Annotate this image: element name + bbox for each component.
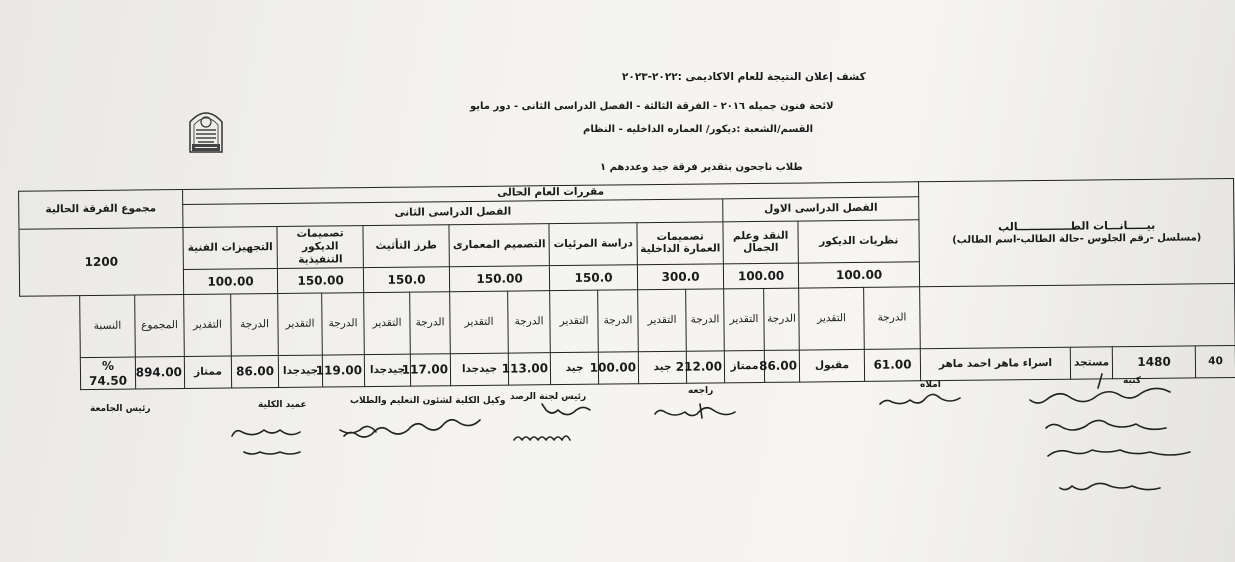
student-rating: مقبول xyxy=(799,350,864,383)
student-serial: 40 xyxy=(1195,346,1235,378)
course-max: 300.0 xyxy=(637,263,723,290)
student-grade: 100.00 xyxy=(598,352,638,384)
student-rating: جيد xyxy=(638,351,686,383)
course-max: 150.0 xyxy=(549,264,637,291)
rating-col-header: التقدير xyxy=(724,289,765,351)
student-grade: 86.00 xyxy=(231,356,278,388)
student-seat-number: 1480 xyxy=(1112,346,1195,379)
second-semester-header: الفصل الدراسى الثانى xyxy=(183,198,723,227)
course-name: التصميم المعمارى xyxy=(449,224,549,266)
sheet-title: كشف إعلان النتيجة للعام الاكاديمى :٢٠٢٢-٢٠٢٣ xyxy=(622,71,866,83)
course-name: دراسة المرئيات xyxy=(549,223,637,265)
current-year-courses-header: مقررات العام الحالى xyxy=(183,182,919,204)
student-rating: ممتاز xyxy=(724,351,764,383)
total-max: 1200 xyxy=(19,228,184,297)
student-total: 894.00 xyxy=(135,357,184,389)
student-grade: 61.00 xyxy=(864,349,920,381)
student-grade: 212.00 xyxy=(686,351,724,383)
student-rating: ممتاز xyxy=(184,356,231,388)
rating-col-header: التقدير xyxy=(278,293,323,355)
grade-col-header: الدرجة xyxy=(410,292,451,354)
student-status: مستجد xyxy=(1070,347,1112,379)
regulation-line: لائحة فنون جميله ٢٠١٦ - الفرقة الثالثة - الفصل الدراسى الثانى - دور مايو xyxy=(470,101,834,112)
dictation-label: املاه xyxy=(920,380,941,390)
student-rating: جيد xyxy=(550,352,598,384)
course-name: نظريات الديكور xyxy=(798,220,919,263)
course-max: 150.00 xyxy=(277,267,363,294)
committee-head-label: رئيس لجنة الرصد xyxy=(510,392,587,402)
course-max: 150.0 xyxy=(363,266,449,293)
course-name: النقد وعلم الجمال xyxy=(723,221,798,263)
course-name: طرز التأثيث xyxy=(363,225,449,267)
rating-col-header: التقدير xyxy=(638,289,687,351)
student-grade: 113.00 xyxy=(508,353,550,385)
course-max: 100.00 xyxy=(183,268,277,295)
rating-col-header: التقدير xyxy=(184,294,232,356)
student-grade: 119.00 xyxy=(322,355,364,387)
writer-label: كتبه xyxy=(1123,376,1142,386)
student-grade: 86.00 xyxy=(764,350,799,382)
rating-col-header: التقدير xyxy=(364,292,411,354)
total-header: مجموع الفرقة الحالية xyxy=(19,190,183,230)
student-rating: جيدجدا xyxy=(364,354,410,386)
course-name: التجهيزات الفنية xyxy=(183,227,278,269)
student-rating: جيدجدا xyxy=(450,353,508,385)
student-data-header: بيـــــانـــات الطــــــــــــــالب (مسلسل -رقم الجلوس -حالة الطالب-اسم الطالب) xyxy=(919,179,1235,287)
pass-count-line: طلاب ناجحون بتقدير فرقة جيد وعددهم ١ xyxy=(600,162,803,173)
sum-col-header: المجموع xyxy=(135,295,185,358)
president-label: رئيس الجامعة xyxy=(90,404,151,414)
rating-col-header: التقدير xyxy=(550,290,599,352)
course-max: 100.00 xyxy=(798,261,919,288)
rating-col-header: التقدير xyxy=(799,288,865,351)
grade-col-header: الدرجة xyxy=(231,294,279,356)
department-line: القسم/الشعبة :ديكور/ العماره الداخليه - النظام xyxy=(583,124,813,135)
course-max: 100.00 xyxy=(723,263,798,289)
vice-dean-label: وكيل الكلية لشئون التعليم والطلاب xyxy=(350,396,506,406)
rating-col-header: التقدير xyxy=(450,291,509,354)
dean-label: عميد الكلية xyxy=(258,400,307,410)
grade-col-header: الدرجة xyxy=(598,290,639,352)
grade-col-header: الدرجة xyxy=(322,293,365,355)
course-max: 150.00 xyxy=(449,265,549,292)
student-name: اسراء ماهر احمد ماهر xyxy=(920,347,1070,380)
grade-col-header: الدرجة xyxy=(864,287,921,350)
grade-col-header: الدرجة xyxy=(764,288,800,350)
student-grade: 117.00 xyxy=(410,354,450,386)
grade-col-header: الدرجة xyxy=(508,291,551,353)
first-semester-header: الفصل الدراسى الاول xyxy=(723,196,919,222)
course-name: تصميمات الديكور التنفيذية xyxy=(277,226,363,268)
grade-col-header: الدرجة xyxy=(686,289,725,351)
student-rating: جيدجدا xyxy=(278,355,322,387)
percent-col-header: النسبة xyxy=(80,295,136,358)
student-percent: % 74.50 xyxy=(80,357,135,389)
reviewer-label: راجعه xyxy=(688,386,714,396)
course-name: تصميمات العمارة الداخلية xyxy=(637,222,723,264)
